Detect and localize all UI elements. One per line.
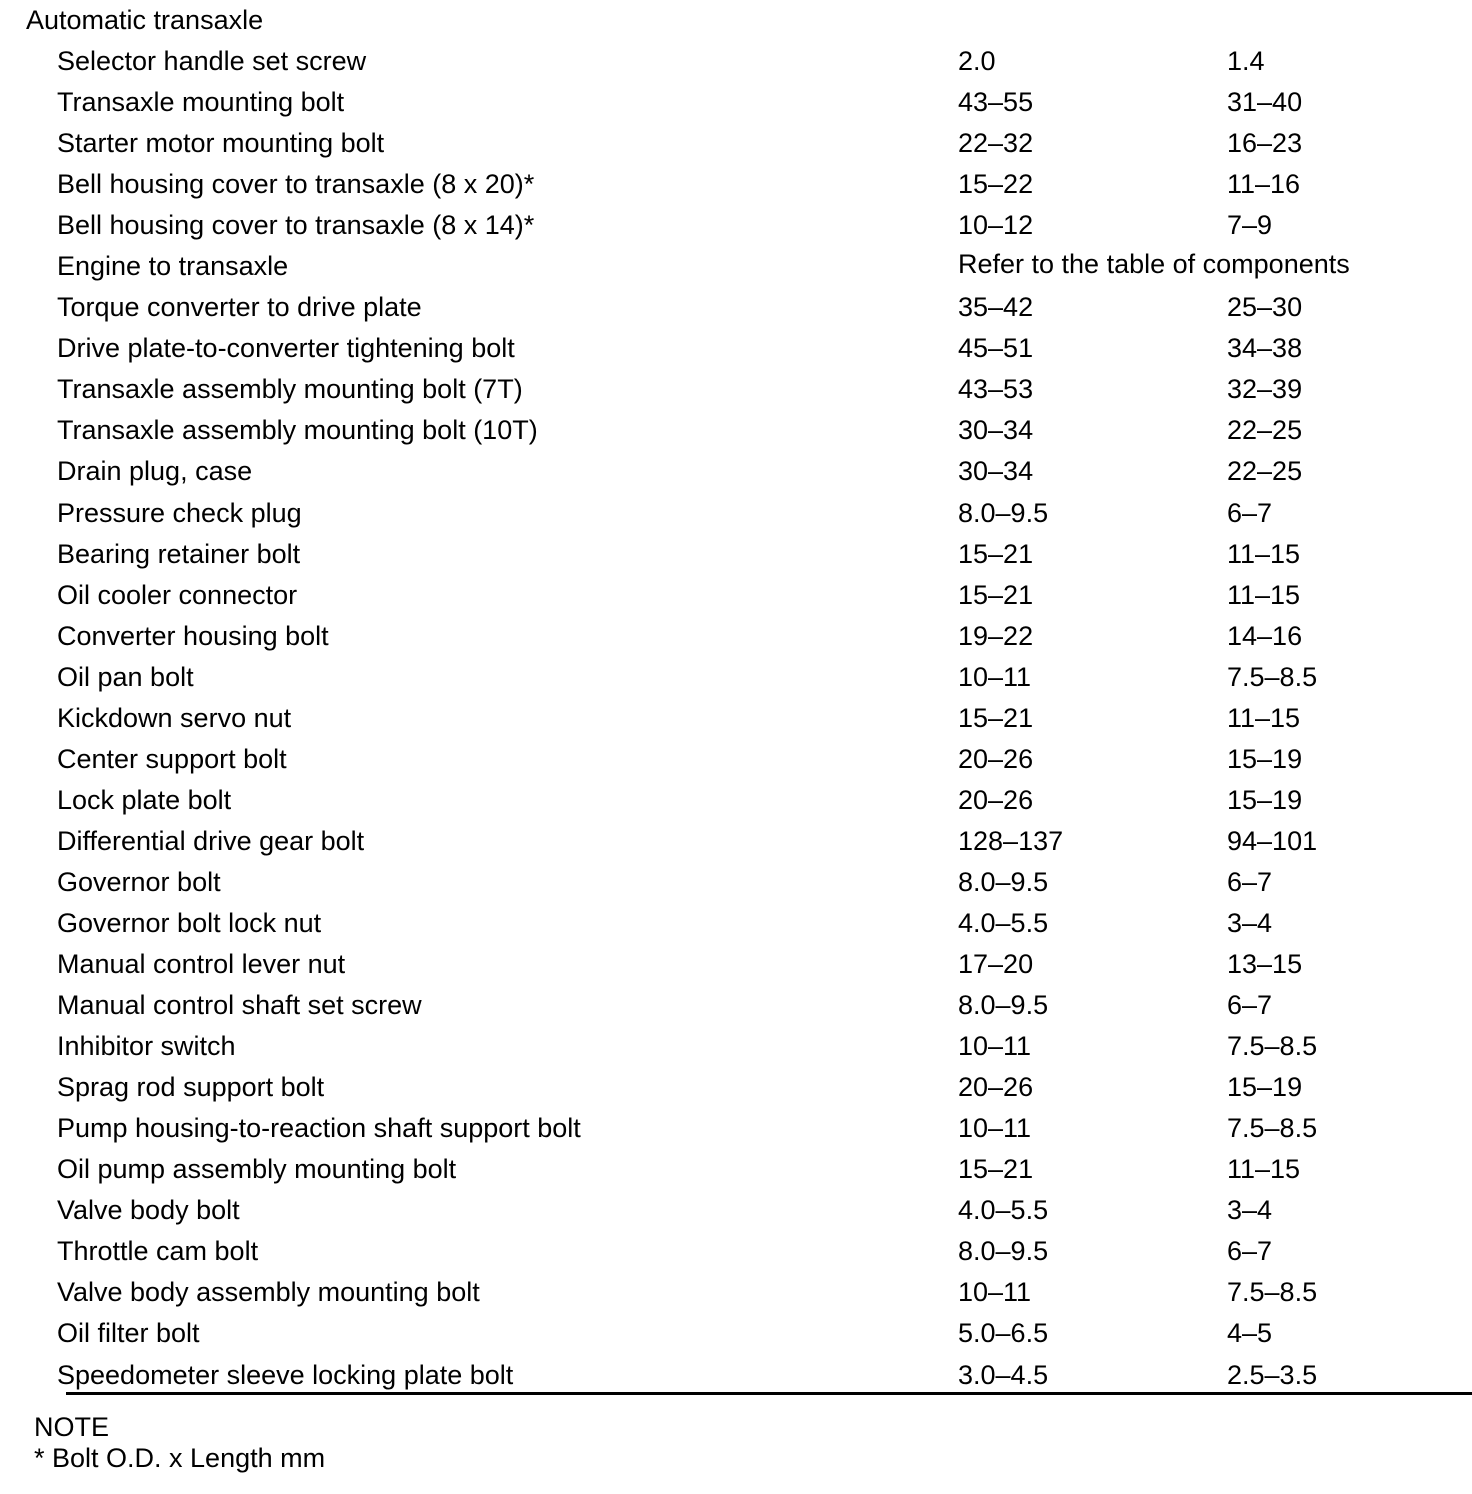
component-label: Oil cooler connector — [57, 579, 298, 610]
table-row — [0, 903, 1472, 944]
torque-metric-value: 10–11 — [958, 661, 1032, 692]
table-row — [0, 1108, 1472, 1149]
spec-reference-note: Refer to the table of components — [958, 249, 1350, 280]
component-label: Drain plug, case — [57, 456, 253, 487]
component-label: Lock plate bolt — [57, 784, 232, 815]
table-row — [0, 780, 1472, 821]
table-row — [0, 862, 1472, 903]
table-row — [0, 575, 1472, 616]
table-row — [0, 698, 1472, 739]
torque-spec-table — [0, 41, 1472, 1396]
note-text: * Bolt O.D. x Length mm — [34, 1443, 326, 1473]
component-label: Center support bolt — [57, 743, 287, 774]
component-label: Converter housing bolt — [57, 620, 329, 651]
table-row — [0, 82, 1472, 123]
component-label: Transaxle assembly mounting bolt (7T) — [57, 374, 523, 405]
torque-imperial-value: 7.5–8.5 — [1227, 1277, 1318, 1308]
component-label: Engine to transaxle — [57, 251, 289, 282]
torque-metric-value: 30–34 — [958, 415, 1034, 446]
component-label: Pump housing-to-reaction shaft support bolt — [57, 1113, 581, 1144]
torque-imperial-value: 94–101 — [1227, 825, 1318, 856]
table-row — [0, 287, 1472, 328]
torque-imperial-value: 13–15 — [1227, 949, 1303, 980]
torque-metric-value: 5.0–6.5 — [958, 1318, 1049, 1349]
torque-imperial-value: 15–19 — [1227, 784, 1303, 815]
torque-metric-value: 8.0–9.5 — [958, 990, 1049, 1021]
torque-imperial-value: 15–19 — [1227, 743, 1303, 774]
torque-metric-value: 8.0–9.5 — [958, 866, 1049, 897]
section-title: Automatic transaxle — [26, 5, 264, 35]
component-label: Sprag rod support bolt — [57, 1072, 325, 1103]
component-label: Oil pan bolt — [57, 661, 194, 692]
torque-imperial-value: 15–19 — [1227, 1072, 1303, 1103]
torque-metric-value: 10–11 — [958, 1277, 1032, 1308]
note-heading: NOTE — [34, 1412, 110, 1442]
torque-imperial-value: 11–15 — [1227, 579, 1301, 610]
torque-imperial-value: 11–16 — [1227, 169, 1301, 200]
component-label: Oil pump assembly mounting bolt — [57, 1154, 457, 1185]
torque-imperial-value: 32–39 — [1227, 374, 1303, 405]
torque-metric-value: 20–26 — [958, 743, 1034, 774]
component-label: Manual control lever nut — [57, 949, 346, 980]
torque-imperial-value: 7.5–8.5 — [1227, 661, 1318, 692]
table-row — [0, 1355, 1472, 1396]
component-label: Manual control shaft set screw — [57, 990, 422, 1021]
table-row — [0, 493, 1472, 534]
torque-imperial-value: 3–4 — [1227, 1195, 1273, 1226]
table-row — [0, 1272, 1472, 1313]
table-row — [0, 369, 1472, 410]
table-row — [0, 246, 1472, 287]
table-row — [0, 616, 1472, 657]
torque-metric-value: 10–11 — [958, 1031, 1032, 1062]
torque-metric-value: 20–26 — [958, 1072, 1034, 1103]
torque-imperial-value: 6–7 — [1227, 866, 1273, 897]
component-label: Selector handle set screw — [57, 46, 367, 76]
torque-metric-value: 20–26 — [958, 784, 1034, 815]
torque-imperial-value: 1.4 — [1227, 46, 1265, 76]
torque-metric-value: 128–137 — [958, 825, 1064, 856]
table-row — [0, 944, 1472, 985]
torque-imperial-value: 11–15 — [1227, 702, 1301, 733]
table-row — [0, 739, 1472, 780]
table-row — [0, 41, 1472, 82]
table-bottom-rule — [66, 1392, 1472, 1395]
torque-metric-value: 35–42 — [958, 292, 1034, 323]
table-row — [0, 328, 1472, 369]
torque-metric-value: 17–20 — [958, 949, 1034, 980]
torque-metric-value: 19–22 — [958, 620, 1034, 651]
torque-metric-value: 10–11 — [958, 1113, 1032, 1144]
torque-metric-value: 8.0–9.5 — [958, 497, 1049, 528]
torque-metric-value: 30–34 — [958, 456, 1034, 487]
component-label: Transaxle assembly mounting bolt (10T) — [57, 415, 538, 446]
torque-imperial-value: 11–15 — [1227, 538, 1301, 569]
table-row — [0, 410, 1472, 451]
component-label: Speedometer sleeve locking plate bolt — [57, 1359, 514, 1390]
component-label: Governor bolt — [57, 866, 221, 897]
component-label: Torque converter to drive plate — [57, 292, 422, 323]
torque-imperial-value: 14–16 — [1227, 620, 1303, 651]
torque-imperial-value: 7.5–8.5 — [1227, 1113, 1318, 1144]
table-row — [0, 1190, 1472, 1231]
component-label: Bell housing cover to transaxle (8 x 20)* — [57, 169, 535, 200]
component-label: Governor bolt lock nut — [57, 907, 322, 938]
torque-imperial-value: 22–25 — [1227, 456, 1303, 487]
component-label: Kickdown servo nut — [57, 702, 292, 733]
torque-metric-value: 10–12 — [958, 210, 1034, 241]
table-row — [0, 1231, 1472, 1272]
torque-imperial-value: 3–4 — [1227, 907, 1273, 938]
component-label: Drive plate-to-converter tightening bolt — [57, 333, 515, 364]
table-row — [0, 534, 1472, 575]
torque-metric-value: 15–21 — [958, 702, 1034, 733]
component-label: Oil filter bolt — [57, 1318, 200, 1349]
torque-metric-value: 4.0–5.5 — [958, 1195, 1049, 1226]
table-row — [0, 123, 1472, 164]
torque-imperial-value: 7.5–8.5 — [1227, 1031, 1318, 1062]
component-label: Differential drive gear bolt — [57, 825, 365, 856]
component-label: Transaxle mounting bolt — [57, 87, 345, 118]
component-label: Throttle cam bolt — [57, 1236, 259, 1267]
component-label: Valve body assembly mounting bolt — [57, 1277, 480, 1308]
torque-imperial-value: 6–7 — [1227, 1236, 1273, 1267]
table-row — [0, 451, 1472, 492]
component-label: Starter motor mounting bolt — [57, 128, 385, 159]
torque-imperial-value: 6–7 — [1227, 990, 1273, 1021]
torque-metric-value: 15–22 — [958, 169, 1034, 200]
torque-metric-value: 15–21 — [958, 1154, 1034, 1185]
torque-metric-value: 2.0 — [958, 46, 996, 76]
table-row — [0, 164, 1472, 205]
torque-imperial-value: 2.5–3.5 — [1227, 1359, 1318, 1390]
torque-imperial-value: 16–23 — [1227, 128, 1303, 159]
torque-imperial-value: 7–9 — [1227, 210, 1273, 241]
component-label: Valve body bolt — [57, 1195, 240, 1226]
table-row — [0, 657, 1472, 698]
torque-imperial-value: 11–15 — [1227, 1154, 1301, 1185]
torque-imperial-value: 31–40 — [1227, 87, 1303, 118]
torque-metric-value: 22–32 — [958, 128, 1034, 159]
torque-imperial-value: 22–25 — [1227, 415, 1303, 446]
torque-metric-value: 43–55 — [958, 87, 1034, 118]
table-row — [0, 1149, 1472, 1190]
torque-metric-value: 15–21 — [958, 538, 1034, 569]
component-label: Bell housing cover to transaxle (8 x 14)* — [57, 210, 535, 241]
table-row — [0, 205, 1472, 246]
table-row — [0, 821, 1472, 862]
torque-metric-value: 45–51 — [958, 333, 1034, 364]
table-row — [0, 1067, 1472, 1108]
torque-metric-value: 15–21 — [958, 579, 1034, 610]
torque-metric-value: 3.0–4.5 — [958, 1359, 1049, 1390]
table-row — [0, 985, 1472, 1026]
torque-metric-value: 43–53 — [958, 374, 1034, 405]
torque-metric-value: 8.0–9.5 — [958, 1236, 1049, 1267]
torque-imperial-value: 6–7 — [1227, 497, 1273, 528]
component-label: Inhibitor switch — [57, 1031, 236, 1062]
torque-imperial-value: 25–30 — [1227, 292, 1303, 323]
table-row — [0, 1026, 1472, 1067]
torque-metric-value: 4.0–5.5 — [958, 907, 1049, 938]
component-label: Pressure check plug — [57, 497, 302, 528]
table-row — [0, 1313, 1472, 1354]
torque-imperial-value: 34–38 — [1227, 333, 1303, 364]
torque-imperial-value: 4–5 — [1227, 1318, 1273, 1349]
component-label: Bearing retainer bolt — [57, 538, 301, 569]
